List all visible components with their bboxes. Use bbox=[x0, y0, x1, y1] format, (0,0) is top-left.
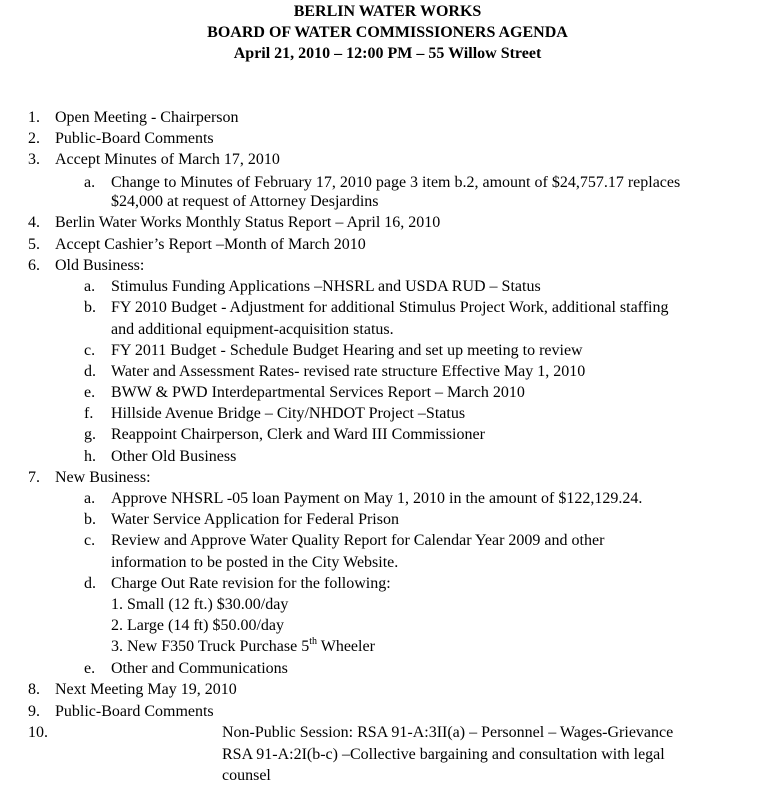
agenda-subitem: Reappoint Chairperson, Clerk and Ward III Commissioner bbox=[111, 426, 485, 443]
agenda-item-continued: counsel bbox=[222, 767, 271, 784]
item-number: 9. bbox=[28, 703, 40, 720]
subitem-letter: f. bbox=[84, 405, 94, 422]
agenda-subitem-continued: and additional equipment-acquisition status. bbox=[111, 321, 394, 338]
agenda-subitem-continued: information to be posted in the City Website. bbox=[111, 554, 399, 571]
agenda-subitem: Other and Communications bbox=[111, 660, 288, 677]
item-number: 6. bbox=[28, 257, 40, 274]
subitem-letter: b. bbox=[84, 511, 96, 528]
agenda-item: Open Meeting - Chairperson bbox=[55, 109, 239, 126]
agenda-subitem: Hillside Avenue Bridge – City/NHDOT Project –Status bbox=[111, 405, 466, 422]
item-number: 1. bbox=[28, 109, 40, 126]
agenda-subitem: FY 2011 Budget - Schedule Budget Hearing and set up meeting to review bbox=[111, 342, 583, 359]
subitem-letter: e. bbox=[84, 384, 96, 401]
subitem-letter: d. bbox=[84, 363, 96, 380]
item-number: 8. bbox=[28, 681, 40, 698]
subitem-letter: g. bbox=[84, 426, 96, 443]
agenda-subitem: Charge Out Rate revision for the following: bbox=[111, 575, 391, 592]
agenda-subitem: Stimulus Funding Applications –NHSRL and USDA RUD – Status bbox=[111, 278, 541, 295]
meeting-date-location: April 21, 2010 – 12:00 PM – 55 Willow Street bbox=[233, 45, 542, 62]
agenda-subitem: BWW & PWD Interdepartmental Services Report – March 2010 bbox=[111, 384, 525, 401]
subitem-letter: c. bbox=[84, 342, 96, 359]
org-title: BERLIN WATER WORKS bbox=[293, 3, 482, 20]
subitem-letter: b. bbox=[84, 299, 96, 316]
agenda-item: Public-Board Comments bbox=[55, 130, 214, 147]
agenda-item: Accept Cashier’s Report –Month of March 2010 bbox=[55, 236, 366, 253]
subitem-letter: e. bbox=[84, 660, 96, 677]
agenda-subitem: Approve NHSRL -05 loan Payment on May 1, 2010 in the amount of $122,129.24. bbox=[111, 490, 643, 507]
agenda-item: Non-Public Session: RSA 91-A:3II(a) – Personnel – Wages-Grievance bbox=[222, 724, 674, 741]
agenda-item: Berlin Water Works Monthly Status Report – April 16, 2010 bbox=[55, 214, 441, 231]
rate-line: 2. Large (14 ft) $50.00/day bbox=[111, 617, 284, 634]
agenda-subitem: Change to Minutes of February 17, 2010 page 3 item b.2, amount of $24,757.17 replaces bbox=[111, 174, 681, 191]
item-number: 7. bbox=[28, 469, 40, 486]
rate-line: 1. Small (12 ft.) $30.00/day bbox=[111, 596, 289, 613]
agenda-title: BOARD OF WATER COMMISSIONERS AGENDA bbox=[207, 24, 568, 41]
rate-line-text: 3. New F350 Truck Purchase 5 bbox=[111, 638, 310, 655]
agenda-item-continued: RSA 91-A:2I(b-c) –Collective bargaining and consultation with legal bbox=[222, 746, 665, 763]
agenda-subitem: Water Service Application for Federal Prison bbox=[111, 511, 399, 528]
agenda-item: Next Meeting May 19, 2010 bbox=[55, 681, 237, 698]
agenda-subitem: Water and Assessment Rates- revised rate structure Effective May 1, 2010 bbox=[111, 363, 586, 380]
agenda-item: New Business: bbox=[55, 469, 151, 486]
subitem-letter: d. bbox=[84, 575, 96, 592]
rate-line-text-end: Wheeler bbox=[317, 638, 375, 655]
agenda-subitem: Review and Approve Water Quality Report for Calendar Year 2009 and other bbox=[111, 532, 605, 549]
rate-line bbox=[111, 637, 375, 657]
item-number: 10. bbox=[28, 724, 48, 741]
agenda-item: Public-Board Comments bbox=[55, 703, 214, 720]
agenda-item: Old Business: bbox=[55, 257, 145, 274]
subitem-letter: h. bbox=[84, 448, 96, 465]
ordinal-suffix: th bbox=[309, 635, 317, 647]
item-number: 2. bbox=[28, 130, 40, 147]
agenda-subitem: FY 2010 Budget - Adjustment for additional Stimulus Project Work, additional staffing bbox=[111, 299, 669, 316]
item-number: 4. bbox=[28, 214, 40, 231]
agenda-item: Accept Minutes of March 17, 2010 bbox=[55, 151, 280, 168]
subitem-letter: a. bbox=[84, 490, 96, 507]
agenda-subitem: Other Old Business bbox=[111, 448, 237, 465]
subitem-letter: a. bbox=[84, 278, 96, 295]
item-number: 3. bbox=[28, 151, 40, 168]
subitem-letter: a. bbox=[84, 174, 96, 191]
agenda-subitem-continued: $24,000 at request of Attorney Desjardins bbox=[111, 193, 379, 210]
item-number: 5. bbox=[28, 236, 40, 253]
subitem-letter: c. bbox=[84, 532, 96, 549]
